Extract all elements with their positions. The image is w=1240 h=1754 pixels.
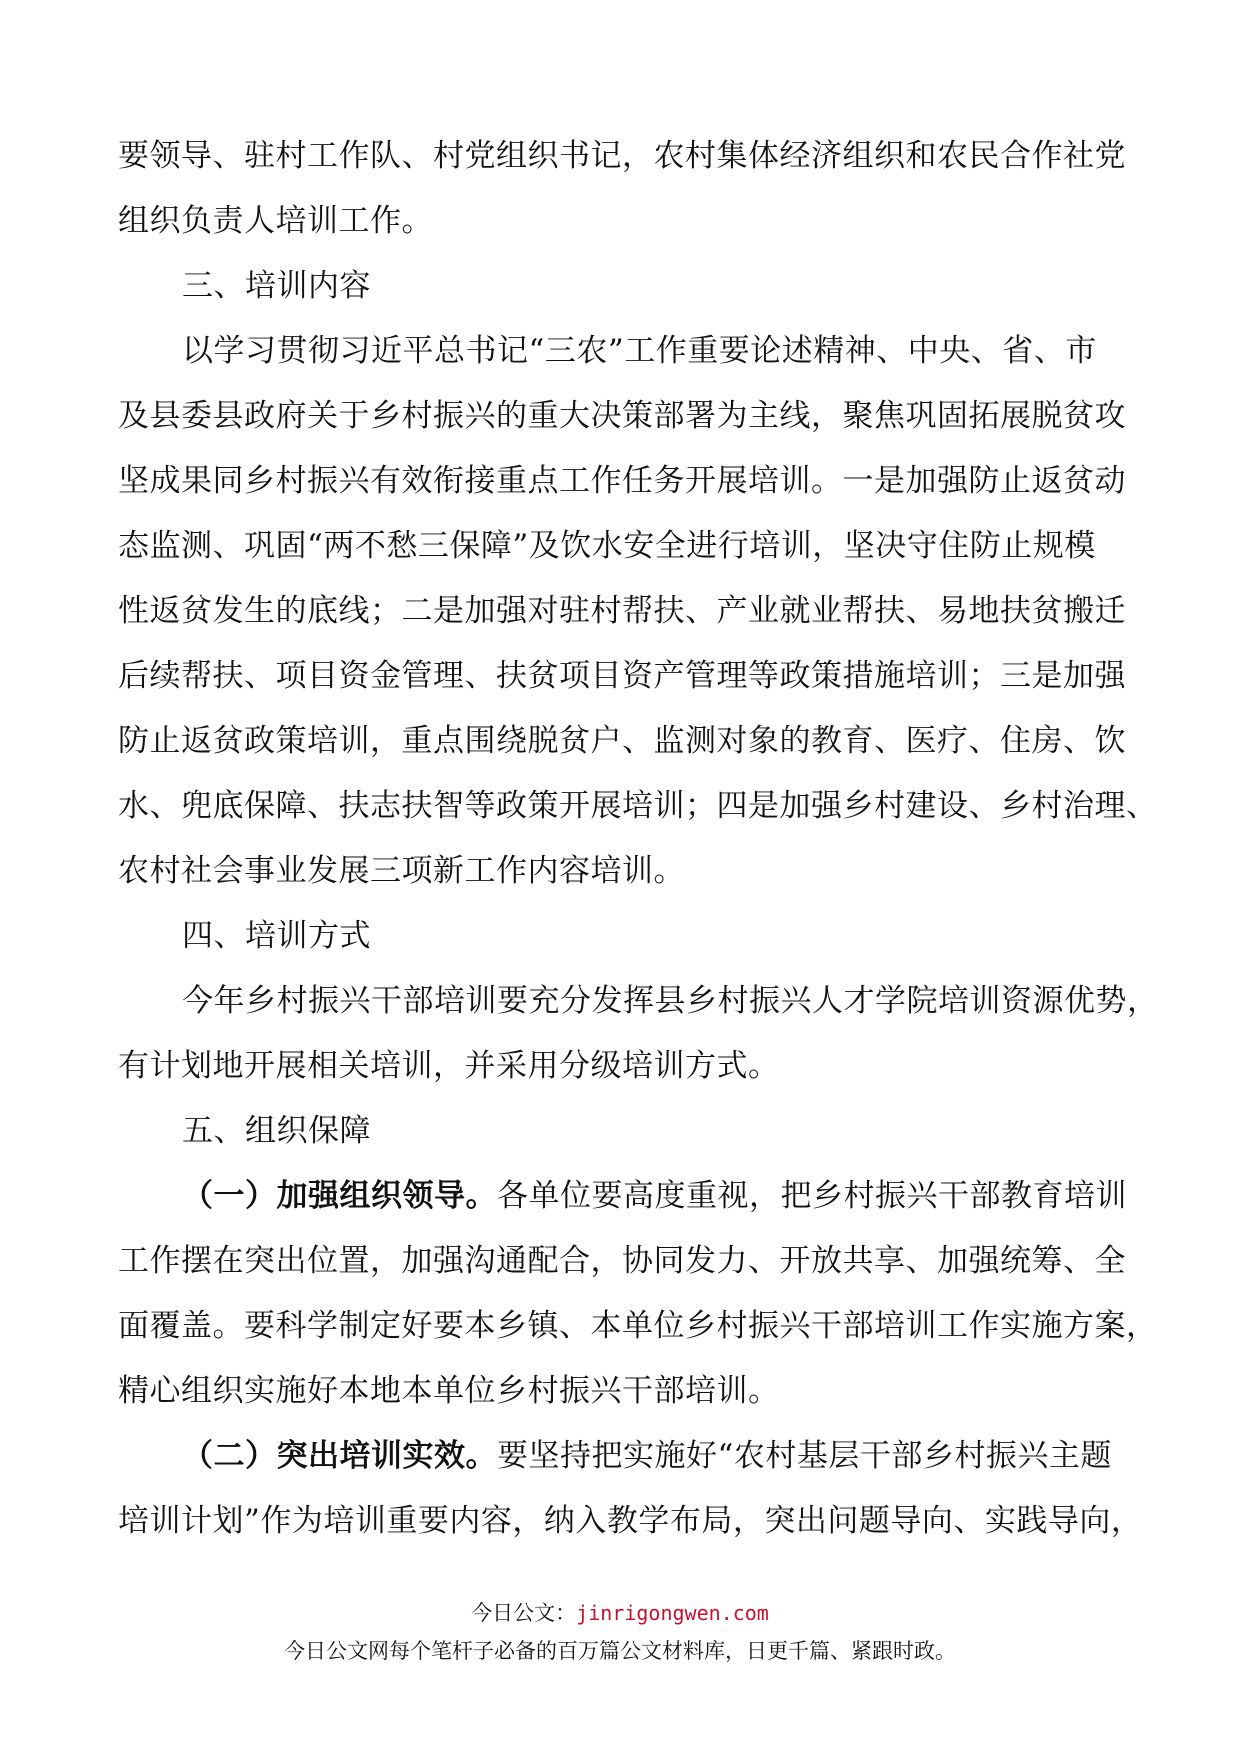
text-line: 态监测、巩固“两不愁三保障”及饮水安全进行培训，坚决守住防止规模 bbox=[118, 528, 1096, 564]
text-line: 组织负责人培训工作。 bbox=[118, 203, 433, 239]
footer-site-url[interactable]: jinrigongwen.com bbox=[576, 1601, 769, 1625]
footer-site-label: 今日公文： bbox=[471, 1601, 577, 1625]
text-line bbox=[118, 1164, 1128, 1229]
text-line: 水、兜底保障、扶志扶智等政策开展培训；四是加强乡村建设、乡村治理、 bbox=[118, 788, 1158, 824]
text-line: 今年乡村振兴干部培训要充分发挥县乡村振兴人才学院培训资源优势， bbox=[182, 983, 1159, 1019]
section-heading-guarantee: 五、组织保障 bbox=[182, 1113, 371, 1149]
text-line: 面覆盖。要科学制定好要本乡镇、本单位乡村振兴干部培训工作实施方案， bbox=[118, 1308, 1158, 1344]
subheading-effect: （二）突出培训实效。 bbox=[182, 1438, 497, 1474]
section-heading-content: 三、培训内容 bbox=[182, 268, 371, 304]
text-line: 坚成果同乡村振兴有效衔接重点工作任务开展培训。一是加强防止返贫动 bbox=[118, 463, 1126, 499]
section-heading-method: 四、培训方式 bbox=[182, 918, 371, 954]
footer-slogan: 今日公文网每个笔杆子必备的百万篇公文材料库，日更千篇、紧跟时政。 bbox=[284, 1639, 956, 1663]
footer-site bbox=[0, 1598, 1240, 1628]
document-body bbox=[118, 124, 1159, 1554]
text-line: 后续帮扶、项目资金管理、扶贫项目资产管理等政策措施培训；三是加强 bbox=[118, 658, 1126, 694]
text-line: 培训计划”作为培训重要内容，纳入教学布局，突出问题导向、实践导向， bbox=[118, 1503, 1143, 1539]
text-line: 农村社会事业发展三项新工作内容培训。 bbox=[118, 853, 685, 889]
text-line: 精心组织实施好本地本单位乡村振兴干部培训。 bbox=[118, 1373, 780, 1409]
text-line: 防止返贫政策培训，重点围绕脱贫户、监测对象的教育、医疗、住房、饮 bbox=[118, 723, 1126, 759]
text-line: 工作摆在突出位置，加强沟通配合，协同发力、开放共享、加强统筹、全 bbox=[118, 1243, 1126, 1279]
text-line: 有计划地开展相关培训，并采用分级培训方式。 bbox=[118, 1048, 780, 1084]
text-line: 性返贫发生的底线；二是加强对驻村帮扶、产业就业帮扶、易地扶贫搬迁 bbox=[118, 593, 1126, 629]
text-fragment: 要坚持把实施好“农村基层干部乡村振兴主题 bbox=[497, 1438, 1112, 1474]
text-fragment: 各单位要高度重视，把乡村振兴干部教育培训 bbox=[497, 1178, 1127, 1214]
subheading-org: （一）加强组织领导。 bbox=[182, 1178, 497, 1214]
text-line: 要领导、驻村工作队、村党组织书记，农村集体经济组织和农民合作社党 bbox=[118, 138, 1126, 174]
text-line: 以学习贯彻习近平总书记“三农”工作重要论述精神、中央、省、市 bbox=[182, 333, 1097, 369]
text-line bbox=[118, 1424, 1128, 1489]
text-line: 及县委县政府关于乡村振兴的重大决策部署为主线，聚焦巩固拓展脱贫攻 bbox=[118, 398, 1126, 434]
